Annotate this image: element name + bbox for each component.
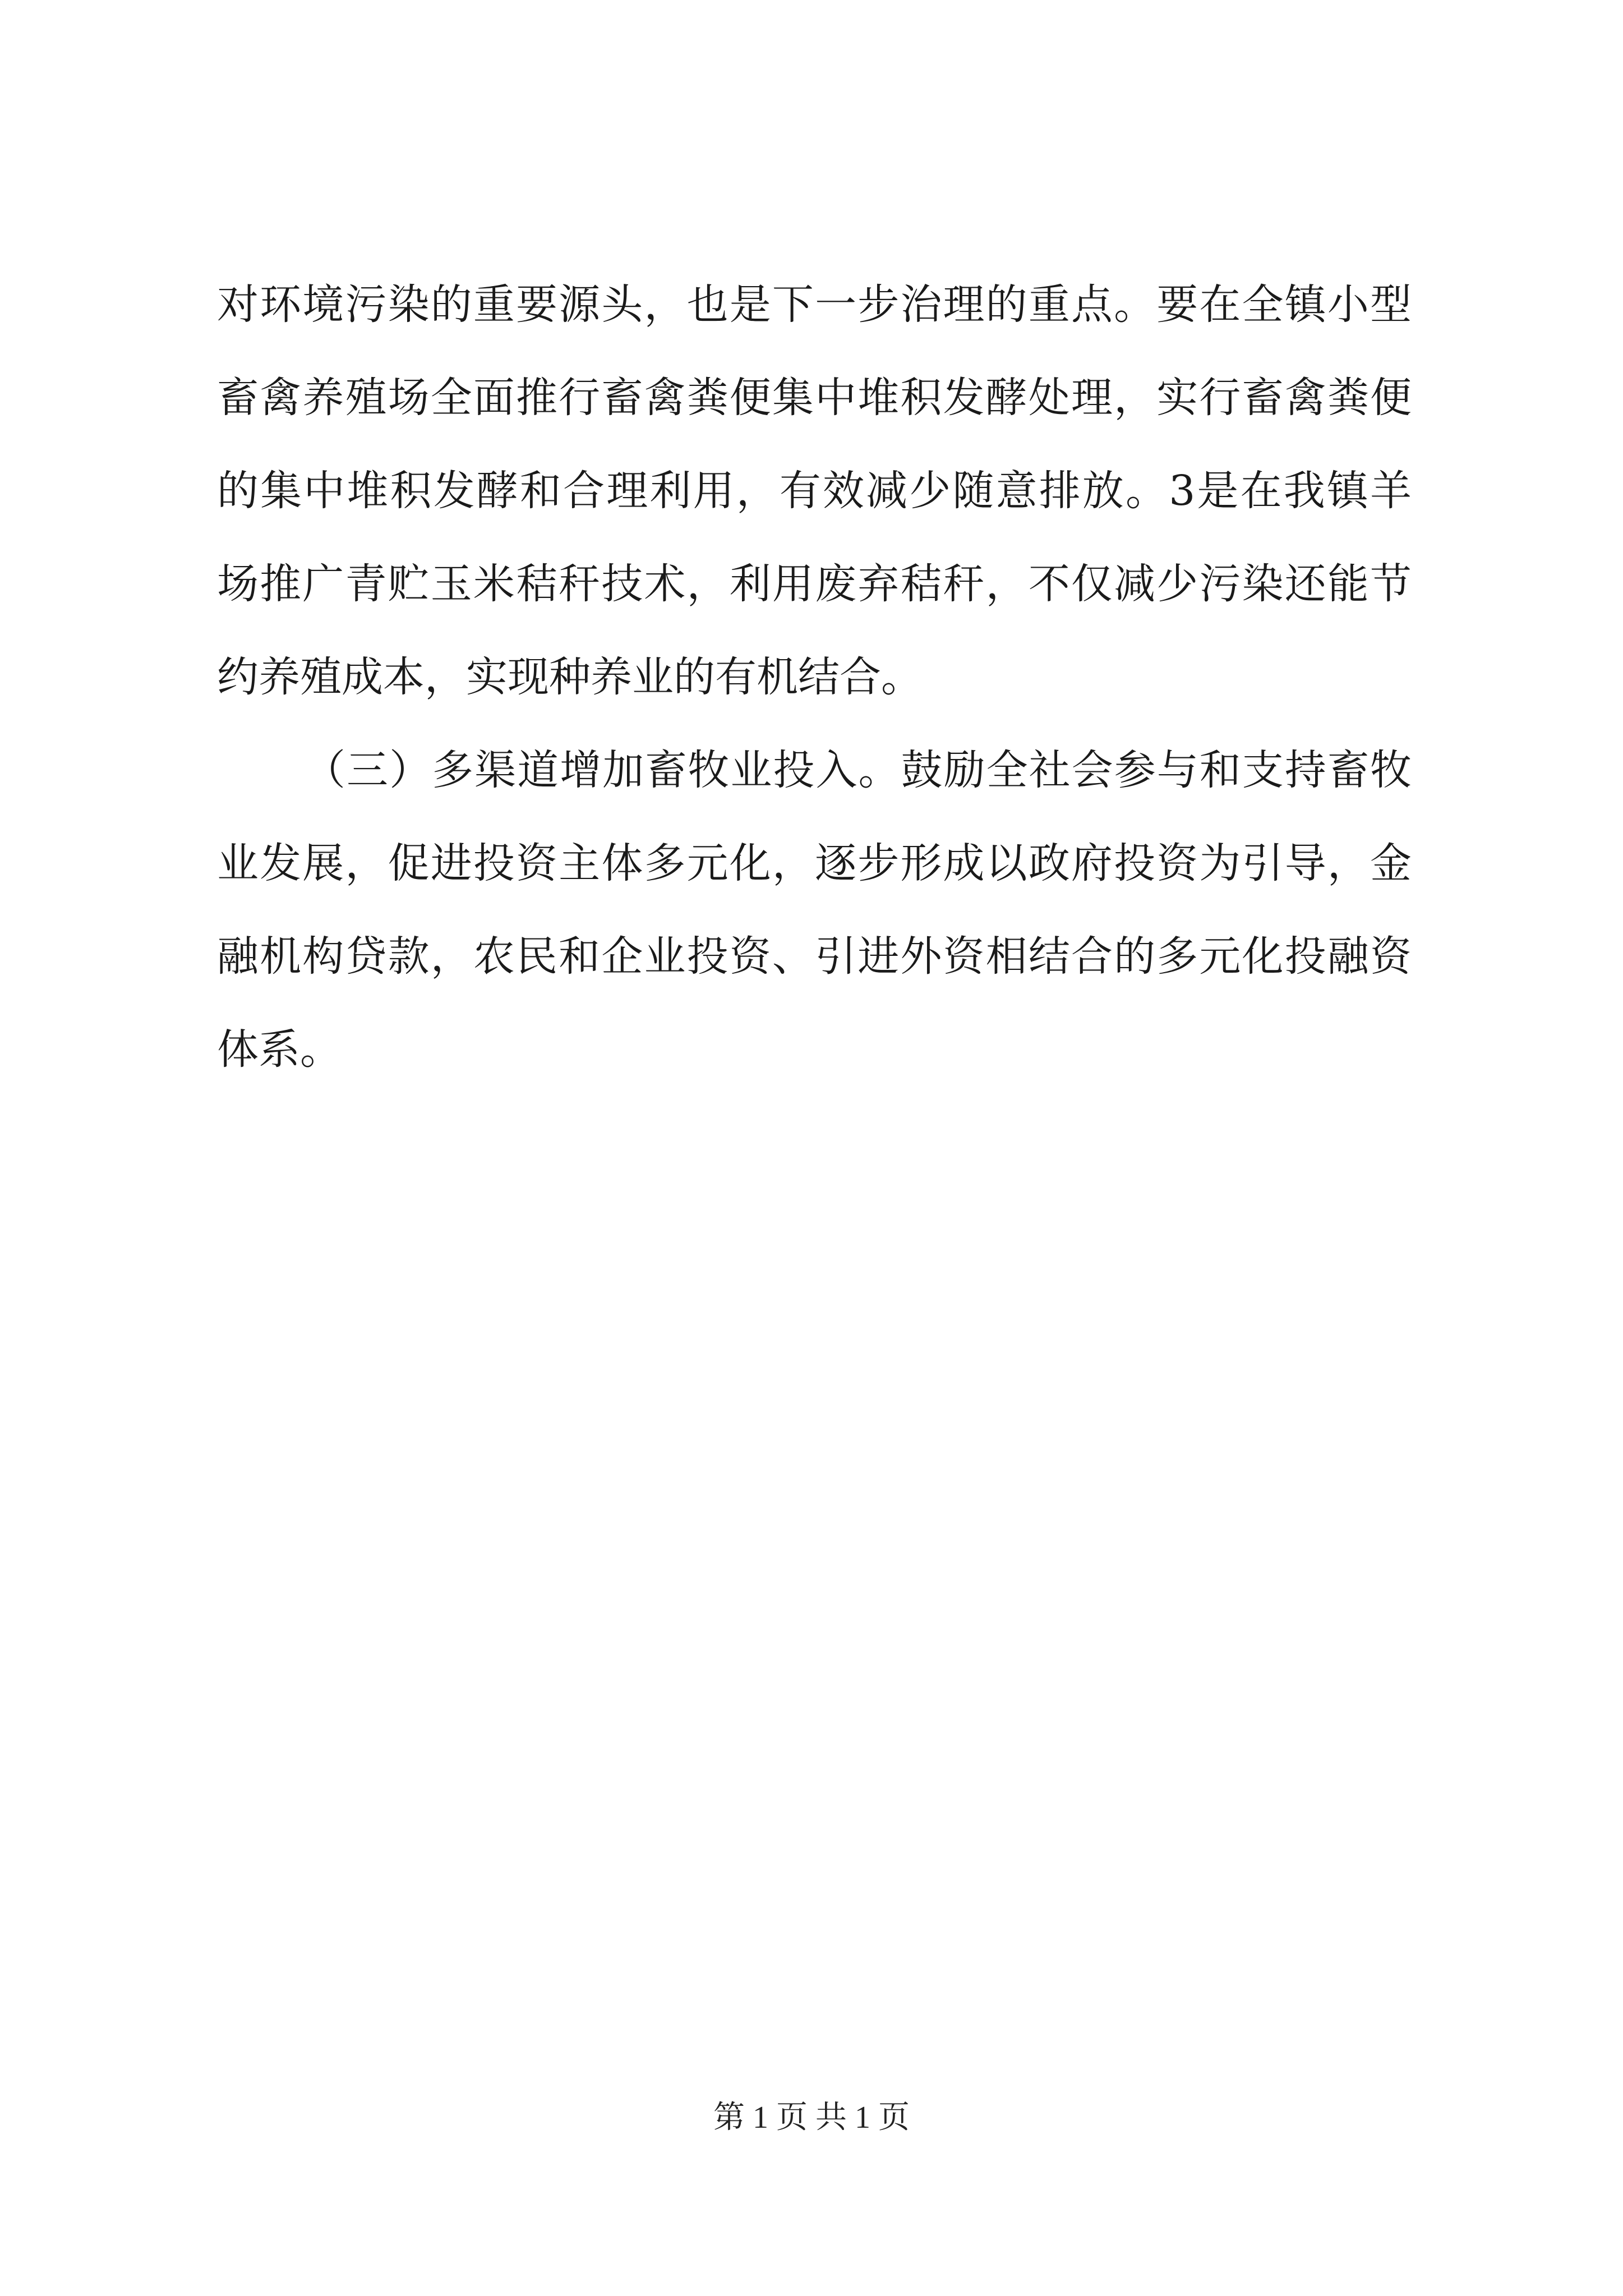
paragraph-2-line-3: 融机构贷款，农民和企业投资、引进外资相结合的多元化投融资 <box>217 932 1412 981</box>
paragraph-1-line-1: 对环境污染的重要源头，也是下一步治理的重点。要在全镇小型 <box>217 280 1412 329</box>
paragraph-2-line-1: （三）多渠道增加畜牧业投入。鼓励全社会参与和支持畜牧 <box>304 746 1412 794</box>
paragraph-1-line-2: 畜禽养殖场全面推行畜禽粪便集中堆积发酵处理，实行畜禽粪便 <box>217 374 1412 422</box>
paragraph-1-line-5: 约养殖成本，实现种养业的有机结合。 <box>217 653 923 701</box>
paragraph-2-line-4: 体系。 <box>217 1025 342 1074</box>
paragraph-2-line-2: 业发展，促进投资主体多元化，逐步形成以政府投资为引导，金 <box>217 839 1412 887</box>
paragraph-1-line-4: 场推广青贮玉米秸秆技术，利用废弃秸秆，不仅减少污染还能节 <box>217 560 1412 608</box>
page-footer: 第 1 页 共 1 页 <box>713 2100 910 2135</box>
paragraph-1-line-3: 的集中堆积发酵和合理利用，有效减少随意排放。3是在我镇羊 <box>217 467 1412 515</box>
